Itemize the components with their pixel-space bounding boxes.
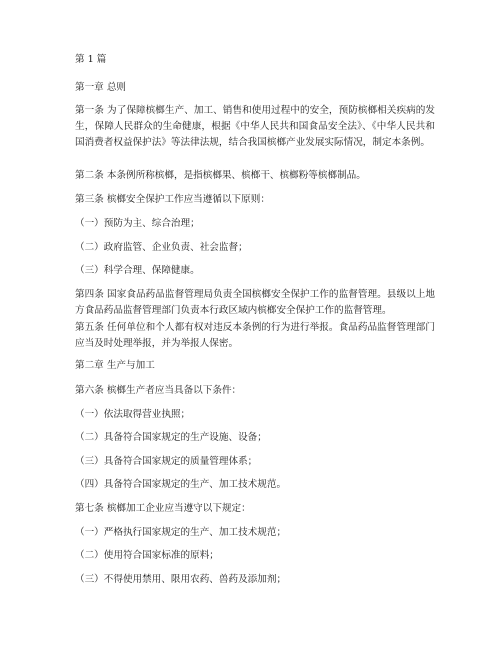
article-6: 第六条 槟榔生产者应当具备以下条件： — [75, 385, 242, 396]
article-6-item-4: （四）具备符合国家规定的生产、加工技术规范。 — [75, 479, 287, 490]
article-7-item-1: （一）严格执行国家规定的生产、加工技术规范； — [75, 527, 287, 538]
article-6-item-1: （一）依法取得营业执照； — [75, 409, 191, 420]
chapter-2-title: 第二章 生产与加工 — [75, 360, 155, 371]
article-5: 第五条 任何单位和个人都有权对违反本条例的行为进行举报。食品药品监督管理部门应当及时处理举报，并为举报人保密。 — [75, 322, 435, 349]
article-3: 第三条 槟榔安全保护工作应当遵循以下原则： — [75, 194, 270, 205]
article-4: 第四条 国家食品药品监督管理局负责全国槟榔安全保护工作的监督管理。县级以上地方食品药品监督管理部门负责本行政区域内槟榔安全保护工作的监督管理。 — [75, 289, 435, 316]
article-7-item-2: （二）使用符合国家标准的原料； — [75, 550, 219, 561]
article-7-item-3: （三）不得使用禁用、限用农药、兽药及添加剂； — [75, 574, 287, 585]
article-6-item-3: （三）具备符合国家规定的质量管理体系； — [75, 456, 258, 467]
chapter-1-title: 第一章 总则 — [75, 82, 127, 93]
article-1: 第一条 为了保障槟榔生产、加工、销售和使用过程中的安全，预防槟榔相关疾病的发生，保障人民群众的生命健康，根据《中华人民共和国食品安全法》、《中华人民共和国消费者权益保护法》等法律法规，结合我国槟榔产业发展实际情况，制定本条例。 — [75, 105, 435, 148]
part-title: 第 1 篇 — [75, 54, 107, 65]
article-3-item-2: （二）政府监管、企业负责、社会监督； — [75, 242, 248, 253]
article-3-item-3: （三）科学合理、保障健康。 — [75, 265, 200, 276]
article-7: 第七条 槟榔加工企业应当遵守以下规定： — [75, 503, 251, 514]
article-3-item-1: （一）预防为主、综合治理； — [75, 218, 200, 229]
article-2: 第二条 本条例所称槟榔，是指槟榔果、槟榔干、槟榔粉等槟榔制品。 — [75, 170, 366, 181]
article-6-item-2: （二）具备符合国家规定的生产设施、设备； — [75, 432, 267, 443]
